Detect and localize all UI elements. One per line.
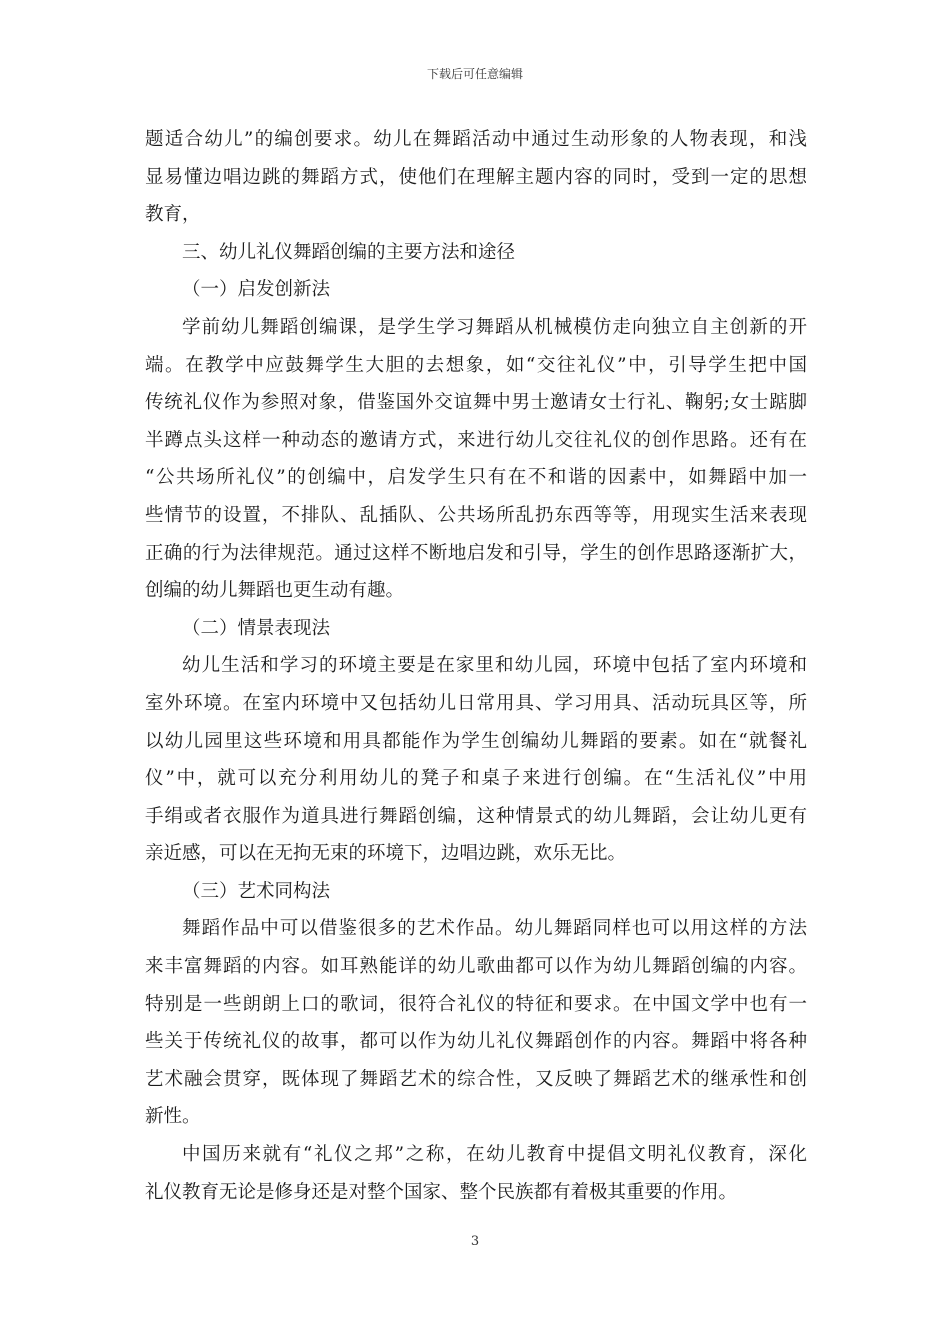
paragraph-line: 特别是一些朗朗上口的歌词，很符合礼仪的特征和要求。在中国文学中也有一 — [145, 993, 807, 1015]
paragraph-line: 礼仪教育无论是修身还是对整个国家、整个民族都有着极其重要的作用。 — [145, 1181, 738, 1203]
paragraph-line: 亲近感，可以在无拘无束的环境下，边唱边跳，欢乐无比。 — [145, 843, 627, 865]
paragraph-line: 些情节的设置，不排队、乱插队、公共场所乱扔东西等等，用现实生活来表现 — [145, 504, 807, 526]
section-heading: 三、幼儿礼仪舞蹈创编的主要方法和途径 — [182, 241, 516, 263]
paragraph-line: 学前幼儿舞蹈创编课，是学生学习舞蹈从机械模仿走向独立自主创新的开 — [182, 316, 807, 338]
paragraph-line: 幼儿生活和学习的环境主要是在家里和幼儿园，环境中包括了室内环境和 — [182, 655, 807, 677]
paragraph-line: 以幼儿园里这些环境和用具都能作为学生创编幼儿舞蹈的要素。如在“就餐礼 — [145, 730, 807, 752]
subsection-heading: （一）启发创新法 — [182, 279, 331, 301]
paragraph-line: 舞蹈作品中可以借鉴很多的艺术作品。幼儿舞蹈同样也可以用这样的方法 — [182, 918, 807, 940]
paragraph-line: 手绢或者衣服作为道具进行舞蹈创编，这种情景式的幼儿舞蹈，会让幼儿更有 — [145, 805, 807, 827]
paragraph-line: 新性。 — [145, 1106, 201, 1128]
subsection-heading: （二）情景表现法 — [182, 617, 331, 639]
paragraph-line: 教育， — [145, 204, 201, 226]
paragraph-line: 室外环境。在室内环境中又包括幼儿日常用具、学习用具、活动玩具区等，所 — [145, 692, 807, 714]
paragraph-line: 中国历来就有“礼仪之邦”之称，在幼儿教育中提倡文明礼仪教育，深化 — [182, 1144, 807, 1166]
paragraph-line: 创编的幼儿舞蹈也更生动有趣。 — [145, 580, 405, 602]
paragraph-line: “公共场所礼仪”的创编中，启发学生只有在不和谐的因素中，如舞蹈中加一 — [145, 467, 807, 489]
paragraph-line: 来丰富舞蹈的内容。如耳熟能详的幼儿歌曲都可以作为幼儿舞蹈创编的内容。 — [145, 956, 807, 978]
paragraph-line: 显易懂边唱边跳的舞蹈方式，使他们在理解主题内容的同时，受到一定的思想 — [145, 166, 807, 188]
paragraph-line: 半蹲点头这样一种动态的邀请方式，来进行幼儿交往礼仪的创作思路。还有在 — [145, 429, 807, 451]
paragraph-line: 艺术融会贯穿，既体现了舞蹈艺术的综合性，又反映了舞蹈艺术的继承性和创 — [145, 1068, 807, 1090]
page-number: 3 — [470, 1234, 480, 1249]
document-body — [145, 121, 807, 1211]
paragraph-line: 些关于传统礼仪的故事，都可以作为幼儿礼仪舞蹈创作的内容。舞蹈中将各种 — [145, 1031, 807, 1053]
subsection-heading: （三）艺术同构法 — [182, 880, 331, 902]
paragraph-line: 端。在教学中应鼓舞学生大胆的去想象，如“交往礼仪”中，引导学生把中国 — [145, 354, 807, 376]
paragraph-line: 传统礼仪作为参照对象，借鉴国外交谊舞中男士邀请女士行礼、鞠躬;女士踮脚 — [145, 392, 807, 414]
paragraph-line: 正确的行为法律规范。通过这样不断地启发和引导，学生的创作思路逐渐扩大， — [145, 542, 807, 564]
paragraph-line: 题适合幼儿”的编创要求。幼儿在舞蹈活动中通过生动形象的人物表现，和浅 — [145, 129, 807, 150]
page-header-note: 下载后可任意编辑 — [426, 67, 523, 81]
paragraph-line: 仪”中，就可以充分利用幼儿的凳子和桌子来进行创编。在“生活礼仪”中用 — [145, 768, 807, 790]
